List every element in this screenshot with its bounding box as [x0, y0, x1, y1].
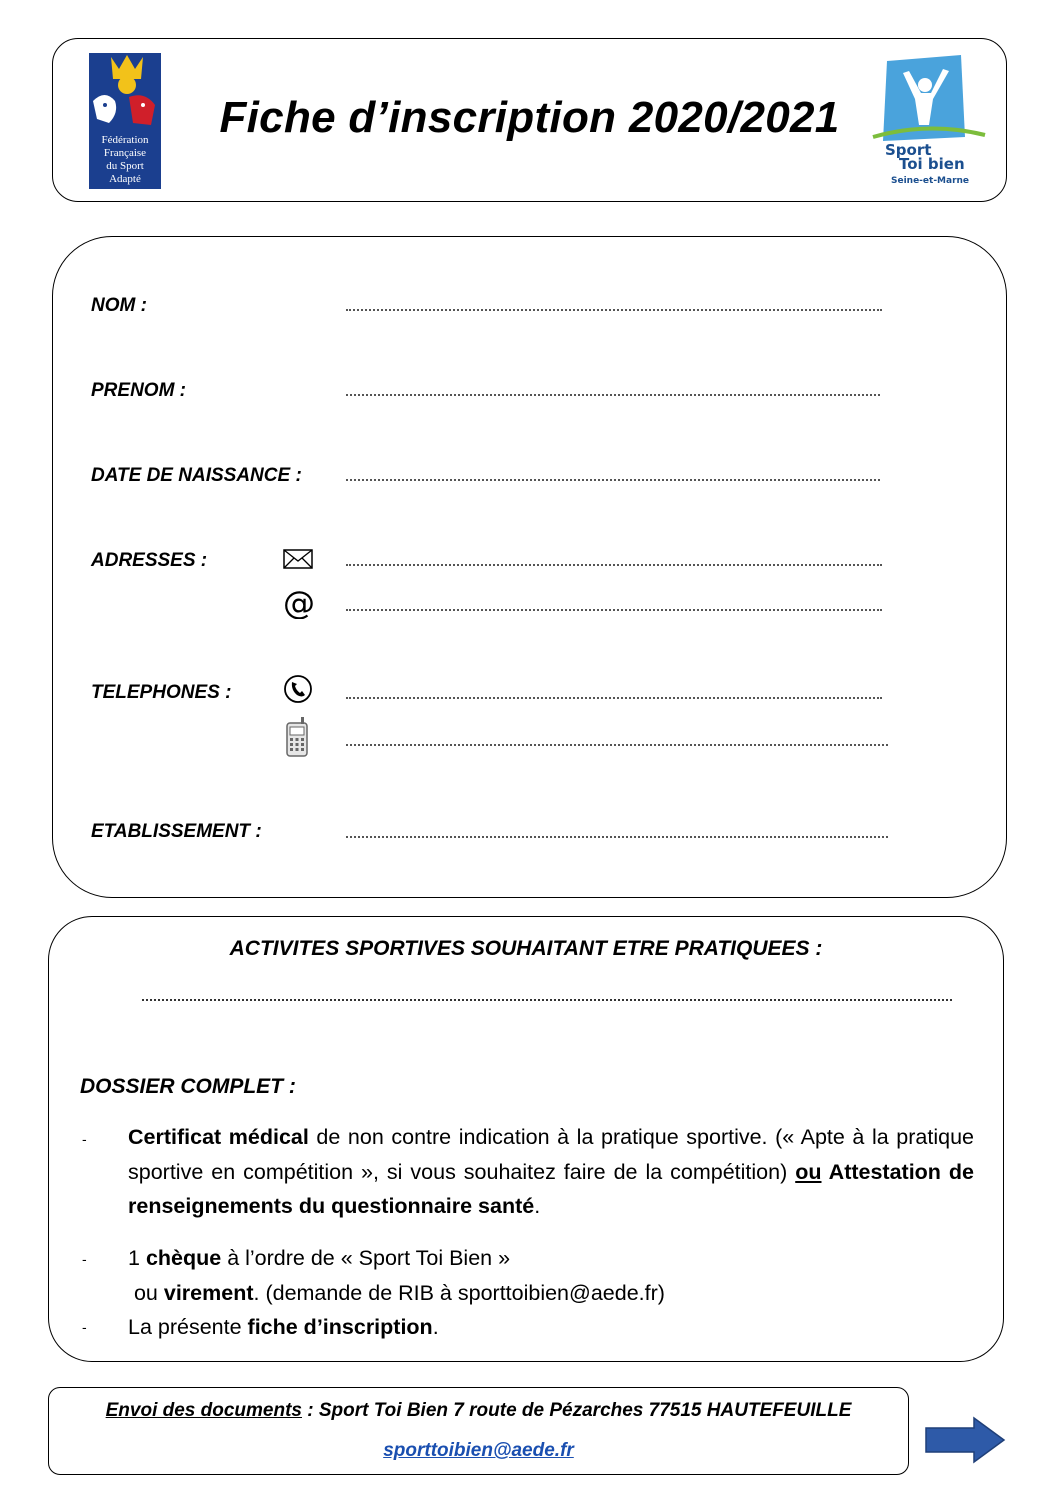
footer-box — [48, 1387, 909, 1475]
telephone-mobile-field[interactable] — [346, 744, 888, 746]
at-sign-icon — [282, 587, 316, 619]
email-link[interactable]: sporttoibien@aede.fr — [383, 1440, 574, 1461]
envoi-documents-line — [49, 1400, 908, 1422]
stb-logo-text-3: Seine-et-Marne — [891, 176, 970, 186]
svg-text:@: @ — [283, 587, 315, 619]
attestation-bold: Attestation de renseignements du questionnaire santé — [128, 1159, 974, 1218]
cheque-text: à l’ordre de « Sport Toi Bien » — [221, 1246, 511, 1270]
ffsa-logo-text-1: Fédération — [101, 134, 149, 146]
virement-bold: virement — [163, 1280, 254, 1305]
ffsa-logo-text-3: du Sport — [106, 160, 144, 172]
fiche-bold: fiche d’inscription — [247, 1315, 433, 1339]
telephones-label: TELEPHONES : — [91, 682, 232, 703]
envoi-label: Envoi des documents — [105, 1400, 302, 1421]
etablissement-label: ETABLISSEMENT : — [91, 821, 262, 842]
certificat-text: de non contre indication à la pratique sportive. (« Apte à la pratique sportive en compétition », si vous souhaitez faire de la compétition) — [128, 1125, 974, 1184]
bullet-dash: - — [82, 1251, 87, 1267]
prenom-field[interactable] — [346, 394, 880, 396]
envelope-icon — [283, 549, 313, 569]
activites-field[interactable] — [142, 999, 952, 1001]
telephone-fixe-field[interactable] — [346, 697, 882, 699]
fiche-text: La présente — [128, 1315, 248, 1339]
etablissement-field[interactable] — [346, 836, 888, 838]
fiche-end: . — [432, 1315, 439, 1339]
stb-logo-text-2: Toi bien — [899, 155, 965, 173]
adresses-label: ADRESSES : — [91, 550, 208, 571]
page-title: Fiche d’inscription 2020/2021 — [219, 93, 840, 142]
nom-field[interactable] — [346, 309, 882, 311]
sport-toi-bien-logo — [869, 55, 987, 187]
certificat-bold: Certificat médical — [128, 1125, 309, 1149]
bullet-dash: - — [82, 1319, 87, 1335]
header-box — [52, 38, 1007, 202]
dossier-item-fiche — [128, 1310, 974, 1345]
dossier-title: DOSSIER COMPLET : — [80, 1075, 296, 1098]
registration-form-box — [52, 236, 1007, 898]
cheque-pre: 1 — [128, 1246, 146, 1270]
phone-icon — [283, 674, 313, 704]
stb-logo-text-1: Sport — [885, 141, 932, 159]
activites-dossier-box — [48, 916, 1004, 1362]
certificat-end: . — [534, 1194, 541, 1218]
dossier-item-certificat — [128, 1120, 974, 1224]
next-arrow-icon[interactable] — [924, 1416, 1006, 1464]
ou-underlined: ou — [795, 1159, 822, 1184]
adresse-email-field[interactable] — [346, 609, 882, 611]
virement-text: . (demande de RIB à sporttoibien@aede.fr) — [253, 1280, 665, 1305]
cheque-bold: chèque — [145, 1246, 222, 1270]
dossier-item-cheque — [128, 1241, 974, 1310]
mobile-phone-icon — [285, 717, 309, 757]
envoi-address: : Sport Toi Bien 7 route de Pézarches 77515 HAUTEFEUILLE — [302, 1400, 852, 1421]
ffsa-logo-text-2: Française — [103, 147, 147, 159]
date-naissance-field[interactable] — [346, 479, 880, 481]
virement-pre: ou — [128, 1280, 164, 1305]
activites-title: ACTIVITES SPORTIVES SOUHAITANT ETRE PRATIQUEES : — [229, 937, 823, 960]
adresse-postale-field[interactable] — [346, 564, 882, 566]
ffsa-logo-text-4: Adapté — [109, 173, 141, 185]
naissance-label: DATE DE NAISSANCE : — [91, 465, 302, 486]
prenom-label: PRENOM : — [91, 380, 186, 401]
nom-label: NOM : — [91, 295, 147, 316]
bullet-dash: - — [82, 1131, 87, 1147]
